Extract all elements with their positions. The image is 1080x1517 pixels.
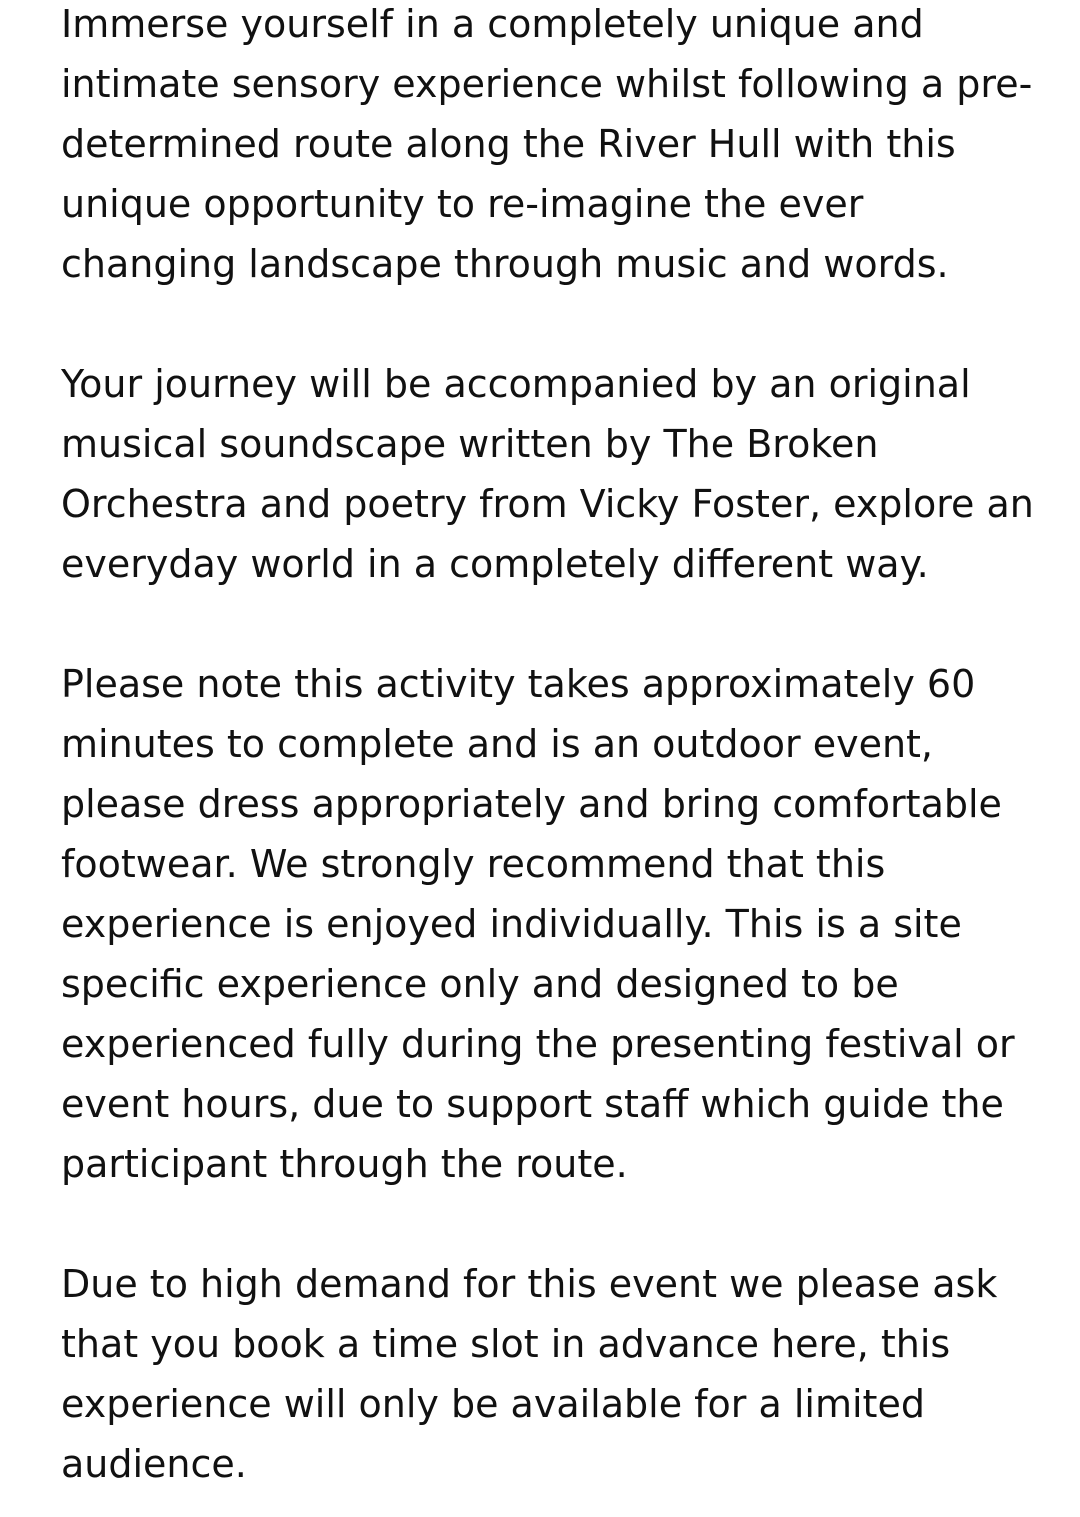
text-line: musical soundscape written by The Broken xyxy=(61,422,879,466)
text-line: intimate sensory experience whilst following a pre- xyxy=(61,62,1033,106)
text-line: experience will only be available for a limited xyxy=(61,1382,925,1426)
text-line: minutes to complete and is an outdoor event, xyxy=(61,722,934,766)
text-line: changing landscape through music and words. xyxy=(61,242,949,286)
text-line: audience. xyxy=(61,1442,247,1486)
text-line: that you book a time slot in advance here, this xyxy=(61,1322,951,1366)
text-line: Orchestra and poetry from Vicky Foster, explore an xyxy=(61,482,1034,526)
text-line: event hours, due to support staff which guide the xyxy=(61,1082,1004,1126)
text-line: please dress appropriately and bring comfortable xyxy=(61,782,1002,826)
article-body xyxy=(61,0,1036,1494)
text-line: specific experience only and designed to be xyxy=(61,962,899,1006)
text-line: determined route along the River Hull with this xyxy=(61,122,956,166)
text-line: unique opportunity to re-imagine the ever xyxy=(61,182,864,226)
paragraph-journey xyxy=(61,354,1036,594)
paragraph-booking xyxy=(61,1254,1036,1494)
text-line: experienced fully during the presenting festival or xyxy=(61,1022,1015,1066)
text-line: Please note this activity takes approximately 60 xyxy=(61,662,976,706)
text-line: Due to high demand for this event we please ask xyxy=(61,1262,998,1306)
text-line: everyday world in a completely different way. xyxy=(61,542,929,586)
text-line: Your journey will be accompanied by an original xyxy=(61,362,971,406)
text-line: participant through the route. xyxy=(61,1142,628,1186)
text-line: footwear. We strongly recommend that this xyxy=(61,842,886,886)
paragraph-notes xyxy=(61,654,1036,1194)
text-line: Immerse yourself in a completely unique and xyxy=(61,2,924,46)
text-line: experience is enjoyed individually. This is a site xyxy=(61,902,962,946)
paragraph-intro xyxy=(61,0,1036,294)
